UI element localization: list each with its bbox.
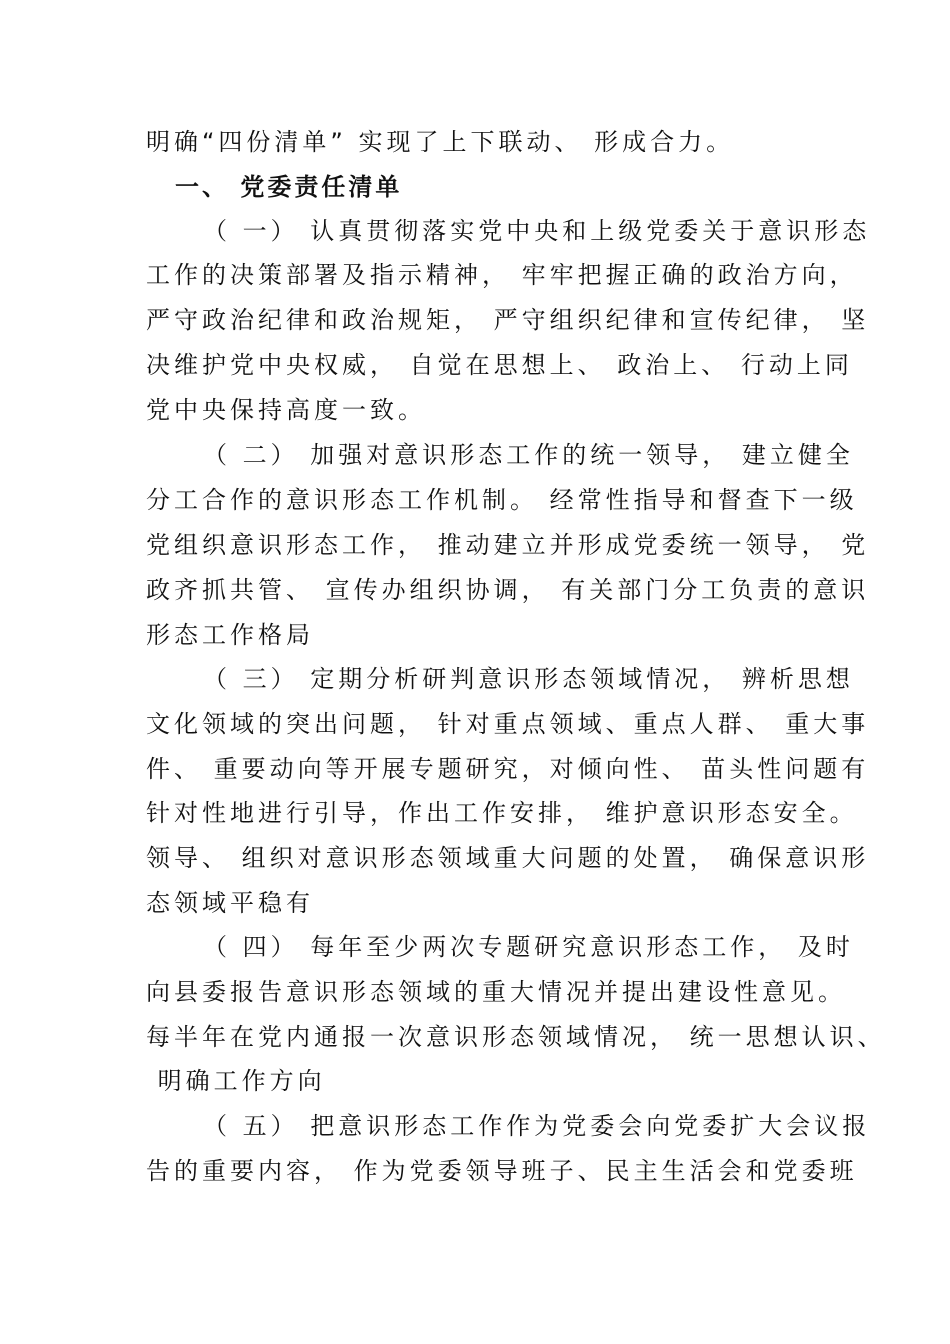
text-line: 分工合作的意识形态工作机制。 经常性指导和督查下一级 <box>146 486 858 514</box>
text-line: 态领域平稳有 <box>146 889 314 917</box>
text-line: 文化领域的突出问题， 针对重点领域、重点人群、 重大事 <box>146 710 870 738</box>
text-line: 严守政治纪律和政治规矩， 严守组织纪律和宣传纪律， 坚 <box>146 306 870 334</box>
text-line: （ 二） 加强对意识形态工作的统一领导， 建立健全 <box>203 441 854 469</box>
text-line: （ 五） 把意识形态工作作为党委会向党委扩大会议报 <box>203 1112 871 1140</box>
text-line: 告的重要内容， 作为党委领导班子、民主生活会和党委班 <box>146 1157 858 1185</box>
text-line: 向县委报告意识形态领域的重大情况并提出建设性意见。 <box>146 978 846 1006</box>
text-line: 明确“四份清单” 实现了上下联动、 形成合力。 <box>146 128 735 156</box>
text-line: 每半年在党内通报一次意识形态领域情况， 统一思想认识、 <box>146 1023 886 1051</box>
text-line: 件、 重要动向等开展专题研究，对倾向性、 苗头性问题有 <box>146 755 870 783</box>
text-line: 形态工作格局 <box>146 621 314 649</box>
text-line: 针对性地进行引导，作出工作安排， 维护意识形态安全。 <box>146 799 858 827</box>
text-line: 明确工作方向 <box>146 1067 326 1095</box>
text-line: 党中央保持高度一致。 <box>146 396 426 424</box>
text-line: （ 四） 每年至少两次专题研究意识形态工作， 及时 <box>203 933 854 961</box>
text-line: （ 三） 定期分析研判意识形态领域情况， 辨析思想 <box>203 665 854 693</box>
text-line: 工作的决策部署及指示精神， 牢牢把握正确的政治方向， <box>146 261 858 289</box>
text-line: （ 一） 认真贯彻落实党中央和上级党委关于意识形态 <box>203 217 871 245</box>
text-line: 领导、 组织对意识形态领域重大问题的处置， 确保意识形 <box>146 844 870 872</box>
text-line: 党组织意识形态工作， 推动建立并形成党委统一领导， 党 <box>146 531 870 559</box>
section-heading: 一、 党委责任清单 <box>175 173 403 201</box>
text-line: 政齐抓共管、 宣传办组织协调， 有关部门分工负责的意识 <box>146 576 870 604</box>
text-line: 决维护党中央权威， 自觉在思想上、 政治上、 行动上同 <box>146 351 853 379</box>
